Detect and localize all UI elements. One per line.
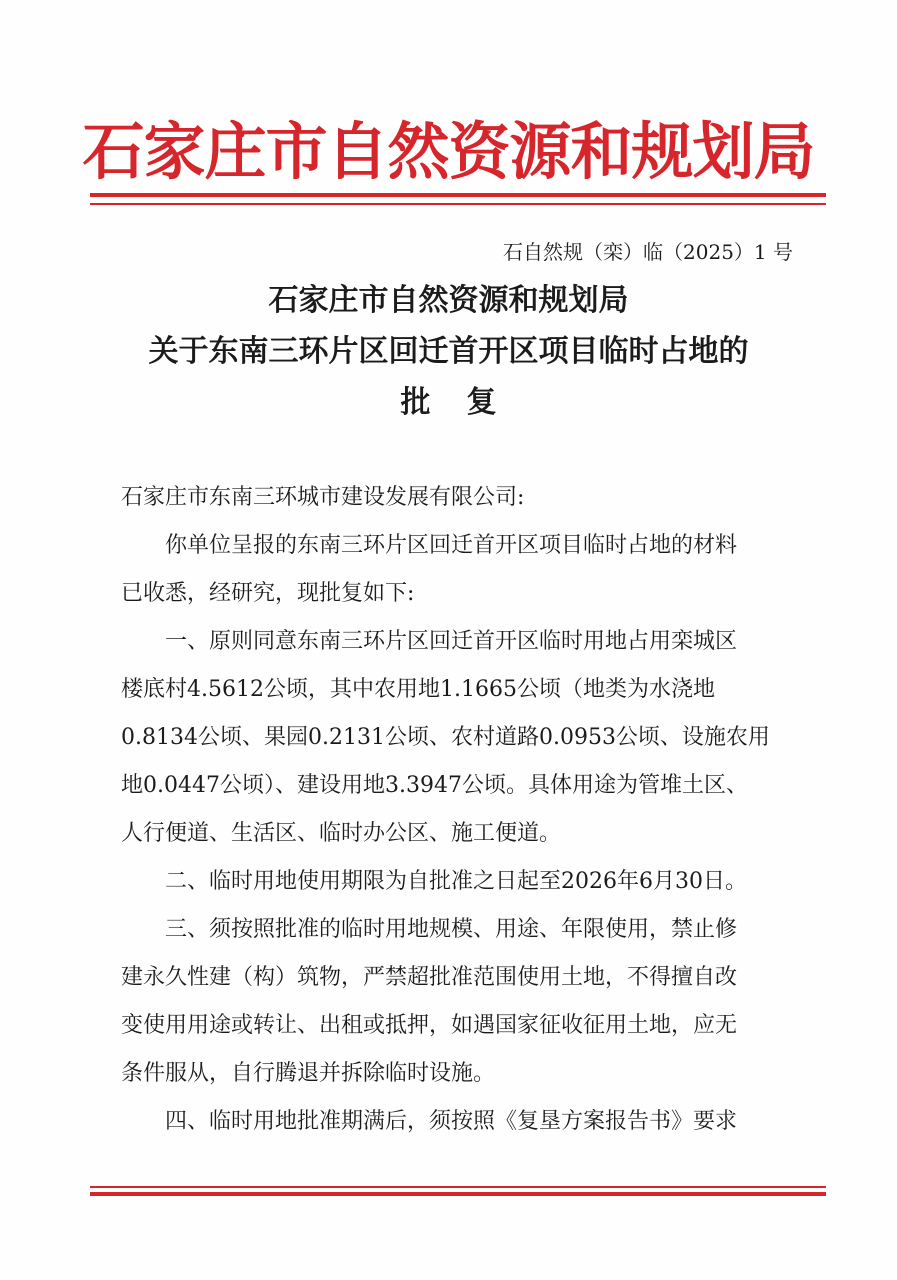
body-line: 人行便道、生活区、临时办公区、施工便道。 — [121, 821, 562, 846]
document-title-line-1: 石家庄市自然资源和规划局 — [268, 283, 629, 318]
body-line: 你单位呈报的东南三环片区回迁首开区项目临时占地的材料 — [121, 533, 738, 558]
footer-divider-thin — [90, 1186, 826, 1188]
footer-divider-thick — [90, 1192, 826, 1196]
body-line: 建永久性建（构）筑物，严禁超批准范围使用土地，不得擅自改 — [121, 965, 738, 990]
letterhead-divider-thin — [90, 203, 826, 205]
agency-letterhead: 石家庄市自然资源和规划局 — [82, 115, 815, 188]
body-line: 楼底村4.5612公顷，其中农用地1.1665公顷（地类为水浇地 — [121, 677, 715, 702]
body-line: 0.8134公顷、果园0.2131公顷、农村道路0.0953公顷、设施农用 — [121, 725, 770, 750]
body-line: 二、临时用地使用期限为自批准之日起至2026年6月30日。 — [121, 869, 747, 894]
body-line: 变使用用途或转让、出租或抵押，如遇国家征收征用土地，应无 — [121, 1013, 738, 1038]
letterhead-divider-thick — [90, 193, 826, 197]
body-line: 三、须按照批准的临时用地规模、用途、年限使用，禁止修 — [121, 917, 738, 942]
body-line: 已收悉，经研究，现批复如下: — [121, 581, 415, 606]
body-line: 地0.0447公顷）、建设用地3.3947公顷。具体用途为管堆土区、 — [121, 773, 748, 798]
document-body — [121, 474, 801, 1146]
body-line: 一、原则同意东南三环片区回迁首开区临时用地占用栾城区 — [121, 629, 738, 654]
document-title-line-3: 批复 — [400, 385, 533, 420]
document-title-line-2: 关于东南三环片区回迁首开区项目临时占地的 — [148, 334, 749, 369]
body-line: 条件服从，自行腾退并拆除临时设施。 — [121, 1061, 496, 1086]
recipient-line: 石家庄市东南三环城市建设发展有限公司: — [121, 485, 525, 510]
document-number: 石自然规（栾）临（2025）1 号 — [503, 240, 793, 264]
body-line: 四、临时用地批准期满后，须按照《复垦方案报告书》要求 — [121, 1109, 738, 1134]
